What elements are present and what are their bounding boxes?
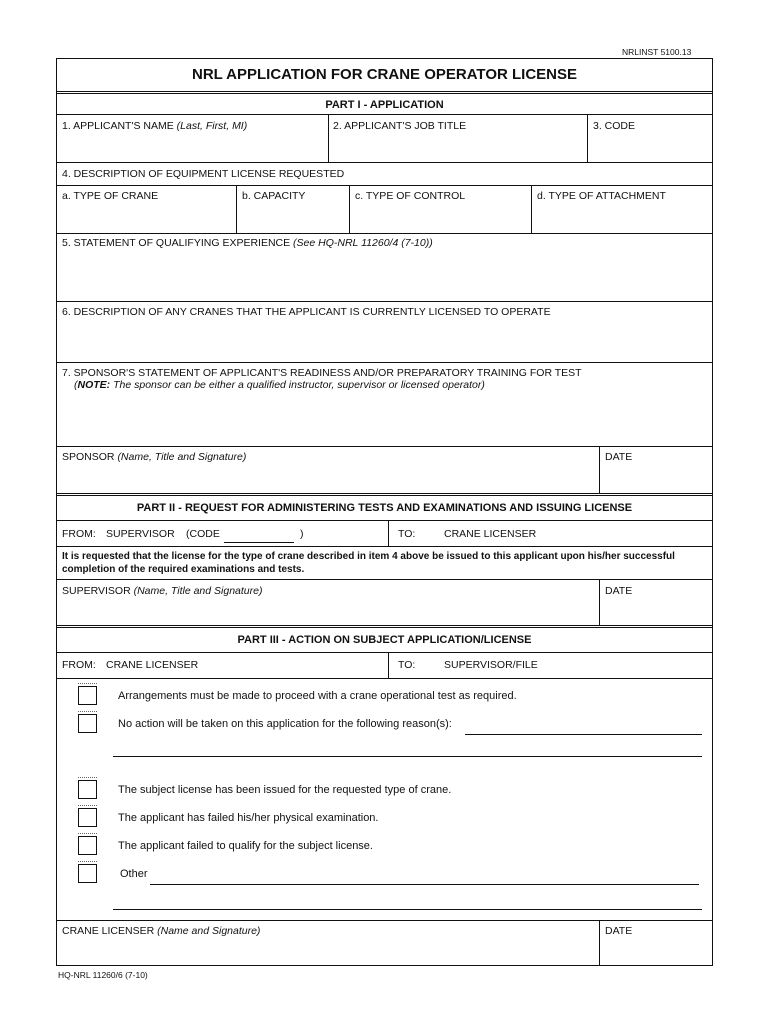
licenser-date-field[interactable] — [600, 938, 712, 964]
reason-line-1[interactable] — [465, 734, 702, 735]
part3-from-label: FROM: — [62, 659, 96, 671]
part3-to-label: TO: — [398, 659, 416, 671]
capacity-field[interactable] — [237, 203, 348, 232]
code-field[interactable] — [588, 132, 712, 161]
applicant-name-label: 1. APPLICANT'S NAME (Last, First, MI) — [62, 120, 248, 132]
sponsor-note: (NOTE: The sponsor can be either a qualified instructor, supervisor or licensed operator) — [74, 379, 485, 391]
other-checkbox[interactable] — [78, 864, 97, 883]
other-line-2[interactable] — [113, 909, 702, 910]
control-type-field[interactable] — [350, 203, 530, 232]
failed-physical-checkbox[interactable] — [78, 808, 97, 827]
capacity-label: b. CAPACITY — [242, 190, 306, 202]
job-title-field[interactable] — [329, 132, 586, 161]
crane-type-field[interactable] — [57, 203, 235, 232]
applicant-name-field[interactable] — [57, 132, 327, 161]
code-open: (CODE — [186, 528, 220, 540]
crane-type-label: a. TYPE OF CRANE — [62, 190, 159, 202]
request-text-line2: completion of the required examinations and tests. — [62, 564, 305, 575]
attachment-type-field[interactable] — [532, 203, 712, 232]
failed-qualify-text: The applicant failed to qualify for the subject license. — [118, 840, 373, 852]
sponsor-signature-field[interactable] — [57, 464, 598, 492]
licensed-cranes-label: 6. DESCRIPTION OF ANY CRANES THAT THE APPLICANT IS CURRENTLY LICENSED TO OPERATE — [62, 306, 551, 318]
arrangements-checkbox[interactable] — [78, 686, 97, 705]
request-text-line1: It is requested that the license for the type of crane described in item 4 above be issued to this applicant upon his/her successful — [62, 551, 675, 562]
form-number: HQ-NRL 11260/6 (7-10) — [58, 970, 148, 980]
licenser-signature-field[interactable] — [57, 938, 598, 964]
licensed-cranes-field[interactable] — [57, 320, 712, 361]
part3-heading: PART III - ACTION ON SUBJECT APPLICATION/LICENSE — [237, 634, 532, 646]
part2-to-label: TO: — [398, 528, 416, 540]
other-text: Other — [120, 868, 148, 880]
failed-qualify-checkbox[interactable] — [78, 836, 97, 855]
sponsor-label: SPONSOR (Name, Title and Signature) — [62, 451, 247, 463]
part2-to-value: CRANE LICENSER — [444, 528, 537, 540]
supervisor-date-field[interactable] — [600, 598, 712, 624]
divider — [56, 91, 713, 94]
sponsor-date-label: DATE — [605, 451, 633, 463]
instruction-reference: NRLINST 5100.13 — [622, 47, 692, 57]
issued-checkbox[interactable] — [78, 780, 97, 799]
code-label: 3. CODE — [593, 120, 636, 132]
sponsor-date-field[interactable] — [600, 464, 712, 492]
part3-to-value: SUPERVISOR/FILE — [444, 659, 538, 671]
form-title: NRL APPLICATION FOR CRANE OPERATOR LICENSE — [191, 66, 578, 83]
supervisor-code-field[interactable] — [224, 528, 294, 543]
part2-heading: PART II - REQUEST FOR ADMINISTERING TESTS AND EXAMINATIONS AND ISSUING LICENSE — [136, 502, 633, 514]
supervisor-label: SUPERVISOR (Name, Title and Signature) — [62, 585, 263, 597]
reason-line-2[interactable] — [113, 756, 702, 757]
issued-text: The subject license has been issued for the requested type of crane. — [118, 784, 452, 796]
no-action-text: No action will be taken on this application for the following reason(s): — [118, 718, 452, 730]
licenser-label: CRANE LICENSER (Name and Signature) — [62, 925, 261, 937]
supervisor-signature-field[interactable] — [57, 598, 598, 624]
job-title-label: 2. APPLICANT'S JOB TITLE — [333, 120, 467, 132]
sponsor-statement-label: 7. SPONSOR'S STATEMENT OF APPLICANT'S READINESS AND/OR PREPARATORY TRAINING FOR TEST — [62, 367, 582, 379]
part2-from-label: FROM: — [62, 528, 96, 540]
equipment-label: 4. DESCRIPTION OF EQUIPMENT LICENSE REQUESTED — [62, 168, 345, 180]
part1-heading: PART I - APPLICATION — [325, 99, 444, 111]
other-line-1[interactable] — [150, 884, 699, 885]
sponsor-statement-field[interactable] — [57, 393, 712, 445]
arrangements-text: Arrangements must be made to proceed with a crane operational test as required. — [118, 690, 517, 702]
attachment-type-label: d. TYPE OF ATTACHMENT — [537, 190, 666, 202]
supervisor-date-label: DATE — [605, 585, 633, 597]
experience-field[interactable] — [57, 252, 712, 300]
licenser-date-label: DATE — [605, 925, 633, 937]
control-type-label: c. TYPE OF CONTROL — [355, 190, 466, 202]
part3-from-value: CRANE LICENSER — [106, 659, 199, 671]
experience-label: 5. STATEMENT OF QUALIFYING EXPERIENCE (See HQ-NRL 11260/4 (7-10)) — [62, 237, 433, 249]
part2-from-value: SUPERVISOR — [106, 528, 175, 540]
no-action-checkbox[interactable] — [78, 714, 97, 733]
code-close: ) — [300, 528, 304, 540]
failed-physical-text: The applicant has failed his/her physical examination. — [118, 812, 379, 824]
